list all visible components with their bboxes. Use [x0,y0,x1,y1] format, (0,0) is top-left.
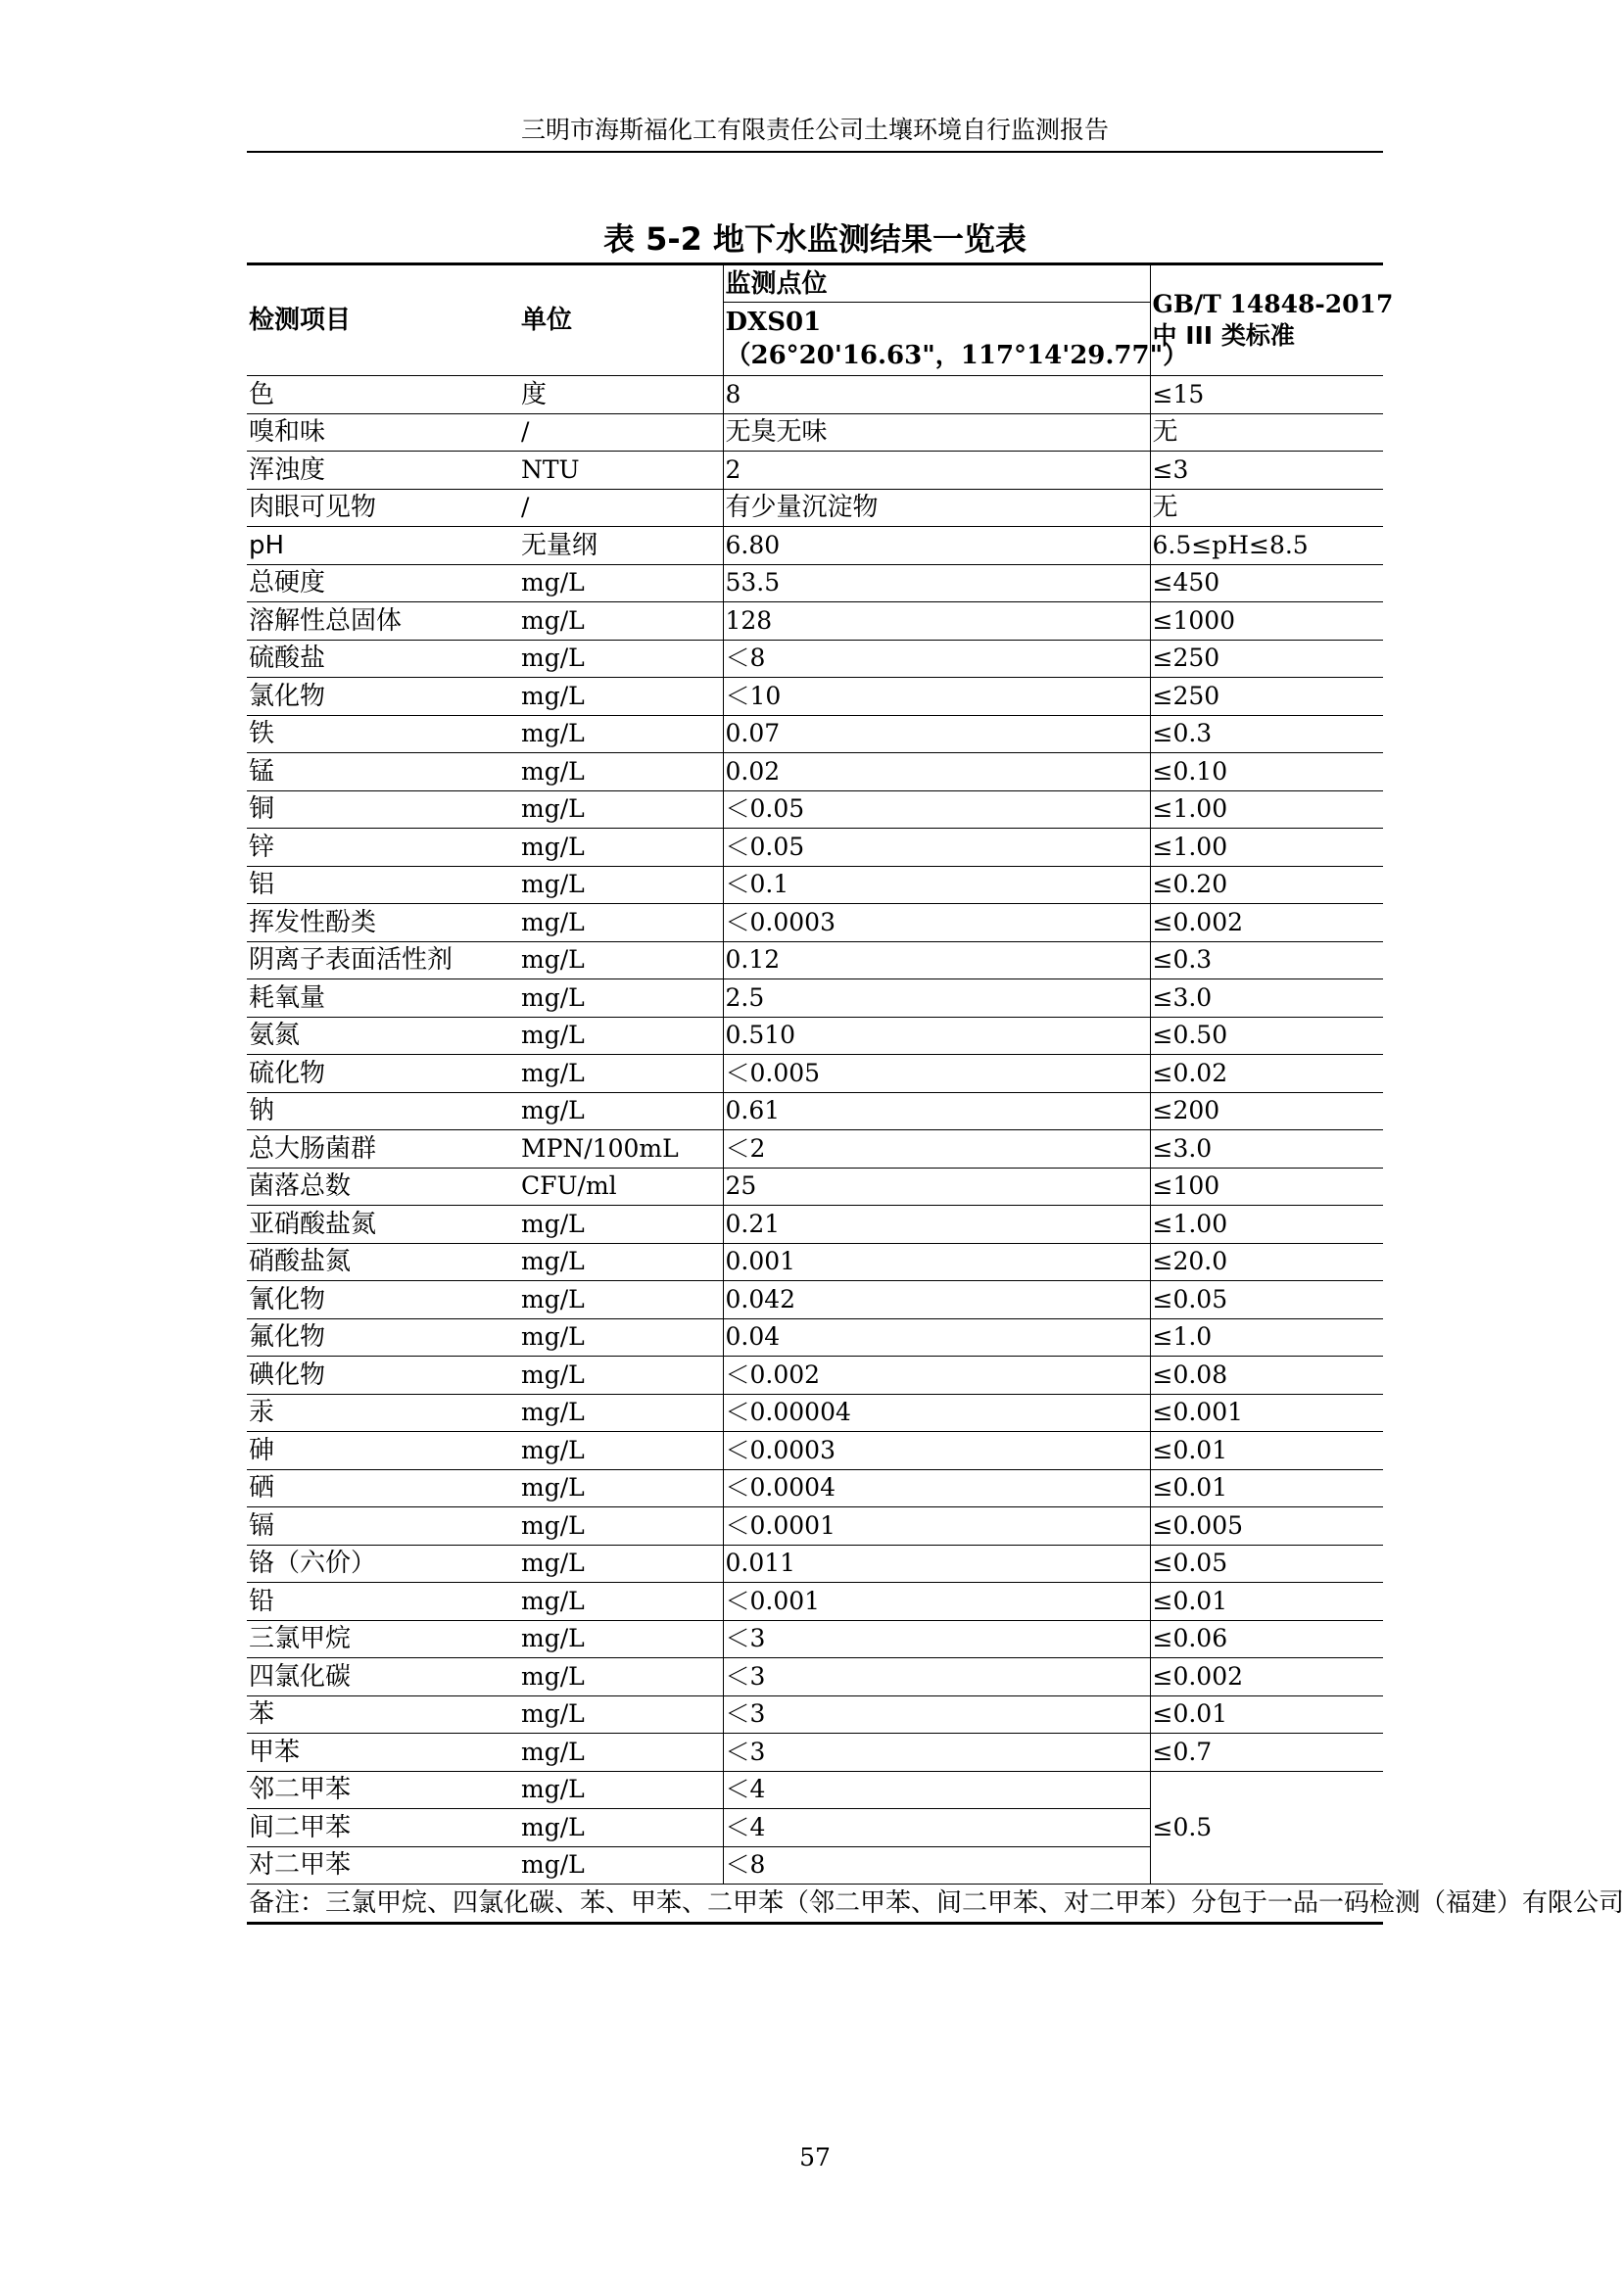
row-unit: mg/L [519,1771,723,1809]
row-unit: mg/L [519,1846,723,1885]
row-item: 对二甲苯 [247,1846,519,1885]
row-value: 128 [723,602,1150,641]
table-row [247,527,1383,565]
row-item: 色 [247,376,519,414]
row-unit: mg/L [519,1432,723,1470]
header-point-detail [723,303,1189,376]
row-item: 砷 [247,1432,519,1470]
row-value: ＜0.05 [723,829,1150,867]
row-value: 0.21 [723,1206,1150,1244]
row-item: 三氯甲烷 [247,1620,519,1658]
header-point: 监测点位 [723,264,1150,303]
row-standard: ≤0.01 [1150,1695,1383,1734]
row-standard: ≤0.3 [1150,715,1383,753]
row-value: ＜0.001 [723,1583,1150,1621]
row-unit: mg/L [519,1507,723,1546]
table-note: 备注：三氯甲烷、四氯化碳、苯、甲苯、二甲苯（邻二甲苯、间二甲苯、对二甲苯）分包于一品一码检测（福建）有限公司 [247,1885,1383,1924]
row-value: ＜0.0001 [723,1507,1150,1546]
row-item: 硫酸盐 [247,640,519,678]
row-item: 菌落总数 [247,1168,519,1206]
table-body [247,264,1624,1924]
row-value: 2.5 [723,979,1150,1018]
row-unit: mg/L [519,564,723,602]
row-unit: mg/L [519,715,723,753]
table-row [247,829,1383,867]
row-value: 0.04 [723,1318,1150,1357]
row-value: 0.011 [723,1545,1150,1583]
table-row [247,413,1383,452]
row-standard: ≤3.0 [1150,979,1383,1018]
row-unit: mg/L [519,829,723,867]
row-value: 0.12 [723,941,1150,979]
table-row [247,1243,1383,1281]
row-standard: ≤0.01 [1150,1583,1383,1621]
row-unit: mg/L [519,1583,723,1621]
row-unit: 无量纲 [519,527,723,565]
row-unit: mg/L [519,1206,723,1244]
row-unit: mg/L [519,1357,723,1395]
row-value: ＜3 [723,1620,1150,1658]
row-unit: mg/L [519,941,723,979]
row-value: ＜0.1 [723,866,1150,904]
row-standard: ≤0.001 [1150,1394,1383,1432]
header-rule [247,151,1383,153]
table-row [247,1695,1383,1734]
row-standard: ≤0.05 [1150,1281,1383,1319]
row-unit: mg/L [519,1620,723,1658]
row-standard: ≤0.05 [1150,1545,1383,1583]
table-row [247,1092,1383,1130]
table-row [247,1130,1383,1169]
row-standard: ≤0.3 [1150,941,1383,979]
row-unit: mg/L [519,1092,723,1130]
table-row [247,1017,1383,1055]
row-unit: mg/L [519,678,723,716]
row-unit: mg/L [519,790,723,829]
row-item: 间二甲苯 [247,1809,519,1847]
row-item: 耗氧量 [247,979,519,1018]
row-value: 0.510 [723,1017,1150,1055]
row-standard: ≤20.0 [1150,1243,1383,1281]
row-item: 氰化物 [247,1281,519,1319]
row-unit: mg/L [519,866,723,904]
table-row [247,1469,1383,1507]
row-item: 肉眼可见物 [247,489,519,527]
row-value: ＜3 [723,1658,1150,1696]
row-standard: ≤0.10 [1150,753,1383,791]
row-item: 硫化物 [247,1055,519,1093]
table-row [247,678,1383,716]
row-value: 25 [723,1168,1150,1206]
row-standard: ≤1.00 [1150,1206,1383,1244]
table-row [247,1281,1383,1319]
row-standard: ≤0.02 [1150,1055,1383,1093]
row-item: 苯 [247,1695,519,1734]
table-row [247,1357,1383,1395]
row-standard: ≤15 [1150,376,1383,414]
row-standard: ≤0.7 [1150,1734,1383,1772]
row-standard: ≤0.002 [1150,1658,1383,1696]
table-row [247,904,1383,942]
row-value: ＜8 [723,1846,1150,1885]
row-value: ＜4 [723,1809,1150,1847]
row-item: 铅 [247,1583,519,1621]
row-item: 浑浊度 [247,452,519,490]
row-value: 无臭无味 [723,413,1150,452]
row-value: 0.07 [723,715,1150,753]
row-standard: ≤0.01 [1150,1432,1383,1470]
row-standard: ≤200 [1150,1092,1383,1130]
row-value: 2 [723,452,1150,490]
table-row [247,1583,1383,1621]
row-value: ＜10 [723,678,1150,716]
row-standard: ≤1.00 [1150,790,1383,829]
row-unit: MPN/100mL [519,1130,723,1169]
row-item: 锌 [247,829,519,867]
table-header-row [247,264,1383,303]
table-row [247,602,1383,641]
row-item: 邻二甲苯 [247,1771,519,1809]
header-standard-class: 中 III 类标准 [1152,321,1295,350]
row-standard: ≤250 [1150,678,1383,716]
row-item: 四氯化碳 [247,1658,519,1696]
row-value: ＜3 [723,1695,1150,1734]
row-item: 铬（六价） [247,1545,519,1583]
row-item: 铜 [247,790,519,829]
table-row [247,1168,1383,1206]
header-standard-code: GB/T 14848-2017 [1152,290,1394,318]
row-unit: mg/L [519,1658,723,1696]
row-standard: ≤3.0 [1150,1130,1383,1169]
row-unit: mg/L [519,640,723,678]
row-standard: ≤0.005 [1150,1507,1383,1546]
row-standard: 无 [1150,413,1383,452]
row-value: 0.042 [723,1281,1150,1319]
row-value: ＜0.005 [723,1055,1150,1093]
row-item: 阴离子表面活性剂 [247,941,519,979]
row-unit: mg/L [519,1394,723,1432]
row-unit: mg/L [519,1318,723,1357]
row-standard: ≤0.002 [1150,904,1383,942]
table-row [247,489,1383,527]
row-item: 碘化物 [247,1357,519,1395]
row-value: ＜0.00004 [723,1394,1150,1432]
row-standard: ≤0.06 [1150,1620,1383,1658]
row-unit: mg/L [519,1545,723,1583]
table-row [247,1055,1383,1093]
row-standard: ≤1.0 [1150,1318,1383,1357]
row-item: 溶解性总固体 [247,602,519,641]
table-caption: 表 5-2 地下水监测结果一览表 [602,220,1027,258]
row-standard: ≤0.50 [1150,1017,1383,1055]
row-unit: 度 [519,376,723,414]
row-unit: mg/L [519,753,723,791]
row-value: ＜0.0004 [723,1469,1150,1507]
table-note-row [247,1885,1383,1924]
row-value: 8 [723,376,1150,414]
table-row [247,1507,1383,1546]
row-item: 总大肠菌群 [247,1130,519,1169]
table-row [247,1318,1383,1357]
row-value: 53.5 [723,564,1150,602]
row-value: ＜0.0003 [723,904,1150,942]
row-standard: ≤100 [1150,1168,1383,1206]
table-row [247,1394,1383,1432]
row-value: 有少量沉淀物 [723,489,1150,527]
row-item: 铁 [247,715,519,753]
row-item: 总硬度 [247,564,519,602]
row-standard: ≤450 [1150,564,1383,602]
row-unit: mg/L [519,1055,723,1093]
row-standard: ≤3 [1150,452,1383,490]
row-item: 氟化物 [247,1318,519,1357]
row-unit: mg/L [519,979,723,1018]
row-item: 氨氮 [247,1017,519,1055]
row-item: 氯化物 [247,678,519,716]
row-unit: / [519,413,723,452]
table-row [247,640,1383,678]
table-row [247,1206,1383,1244]
row-unit: mg/L [519,1695,723,1734]
table-row [247,1658,1383,1696]
row-item: 挥发性酚类 [247,904,519,942]
row-unit: CFU/ml [519,1168,723,1206]
row-value: 0.61 [723,1092,1150,1130]
row-standard: ≤0.01 [1150,1469,1383,1507]
header-point-coords: （26°20'16.63"，117°14'29.77"） [725,341,1189,371]
table-row [247,376,1383,414]
row-item: 硒 [247,1469,519,1507]
row-standard: ≤0.08 [1150,1357,1383,1395]
table-row [247,1620,1383,1658]
table-row [247,564,1383,602]
table-row [247,1734,1383,1772]
table-row [247,1432,1383,1470]
row-value: ＜0.002 [723,1357,1150,1395]
header-item: 检测项目 [247,264,519,376]
row-unit: mg/L [519,1243,723,1281]
row-item: 锰 [247,753,519,791]
table-row [247,715,1383,753]
row-item: pH [247,527,519,565]
row-unit: mg/L [519,1734,723,1772]
row-unit: mg/L [519,1281,723,1319]
row-unit: mg/L [519,1017,723,1055]
table-row [247,979,1383,1018]
row-value: ＜4 [723,1771,1150,1809]
row-standard: 无 [1150,489,1383,527]
row-unit: mg/L [519,1469,723,1507]
row-unit: mg/L [519,1809,723,1847]
row-value: 0.02 [723,753,1150,791]
row-unit: mg/L [519,904,723,942]
row-unit: / [519,489,723,527]
row-standard: ≤0.20 [1150,866,1383,904]
table-row [247,866,1383,904]
row-unit: NTU [519,452,723,490]
row-standard: 6.5≤pH≤8.5 [1150,527,1383,565]
table-row [247,790,1383,829]
row-item: 铝 [247,866,519,904]
header-point-id: DXS01 [725,308,822,338]
row-value: ＜2 [723,1130,1150,1169]
row-value: ＜8 [723,640,1150,678]
table-row [247,1771,1383,1809]
row-value: ＜0.05 [723,790,1150,829]
row-value: ＜3 [723,1734,1150,1772]
row-item: 硝酸盐氮 [247,1243,519,1281]
header-unit: 单位 [519,264,723,376]
table-row [247,1545,1383,1583]
row-standard: ≤1.00 [1150,829,1383,867]
row-item: 亚硝酸盐氮 [247,1206,519,1244]
table-row [247,452,1383,490]
row-standard: ≤1000 [1150,602,1383,641]
row-item: 嗅和味 [247,413,519,452]
row-standard-merged: ≤0.5 [1150,1771,1383,1885]
row-item: 钠 [247,1092,519,1130]
row-unit: mg/L [519,602,723,641]
groundwater-results-table [247,263,1624,1925]
table-row [247,753,1383,791]
page-header: 三明市海斯福化工有限责任公司土壤环境自行监测报告 [520,116,1109,144]
row-standard: ≤250 [1150,640,1383,678]
row-item: 镉 [247,1507,519,1546]
table-row [247,941,1383,979]
row-value: ＜0.0003 [723,1432,1150,1470]
row-item: 汞 [247,1394,519,1432]
row-value: 6.80 [723,527,1150,565]
row-item: 甲苯 [247,1734,519,1772]
row-value: 0.001 [723,1243,1150,1281]
page-number: 57 [799,2143,831,2172]
